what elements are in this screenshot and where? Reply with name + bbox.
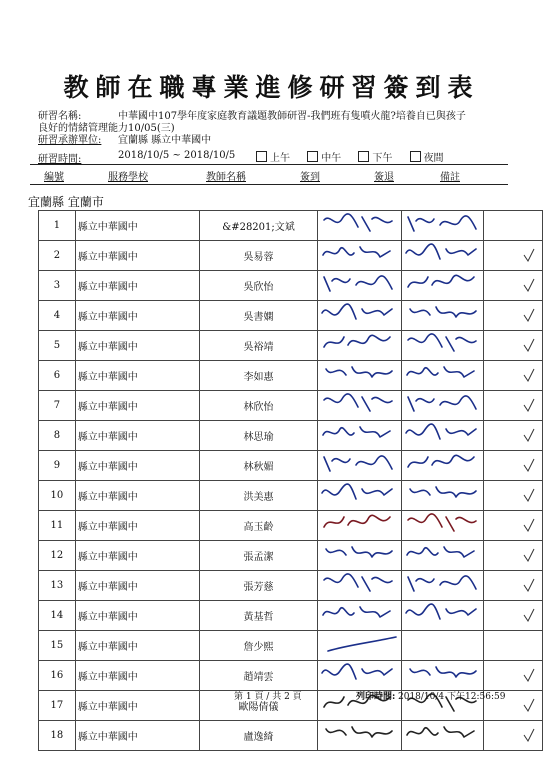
- remarks-cell[interactable]: [483, 451, 542, 481]
- teacher-name-cell: 林思瑜: [199, 421, 318, 451]
- school-cell: 縣立中華國中: [75, 601, 199, 631]
- teacher-name-cell: 詹少熙: [199, 631, 318, 661]
- table-row: [39, 661, 543, 691]
- sign-out-cell[interactable]: [402, 541, 484, 571]
- row-number: 5: [39, 331, 76, 361]
- table-row: [39, 301, 543, 331]
- teacher-name-cell: 張孟潔: [199, 541, 318, 571]
- course-name-value: 中華國中107學年度家庭教育議題教師研習-我們班有隻噴火龍?培養自已與孩子: [118, 111, 466, 122]
- signature-icon: [318, 241, 398, 267]
- check-mark-icon: [484, 301, 542, 327]
- remarks-cell[interactable]: [483, 301, 542, 331]
- remarks-cell[interactable]: [483, 661, 542, 691]
- session-evening[interactable]: 夜間: [410, 149, 444, 164]
- school-cell: 縣立中華國中: [75, 511, 199, 541]
- signature-icon: [318, 661, 398, 687]
- school-cell: 縣立中華國中: [75, 241, 199, 271]
- teacher-name-cell: 盧逸綺: [199, 721, 318, 751]
- print-time-label: 列印時間:: [356, 692, 396, 702]
- sign-out-cell[interactable]: [402, 451, 484, 481]
- remarks-cell[interactable]: [483, 601, 542, 631]
- sign-in-cell[interactable]: [318, 661, 402, 691]
- school-cell: 縣立中華國中: [75, 481, 199, 511]
- school-cell: 縣立中華國中: [75, 271, 199, 301]
- remarks-cell[interactable]: [483, 271, 542, 301]
- teacher-name-cell: 林欣怡: [199, 391, 318, 421]
- signature-icon: [318, 601, 398, 627]
- remarks-cell[interactable]: [483, 331, 542, 361]
- sign-out-cell[interactable]: [402, 481, 484, 511]
- teacher-name-cell: 黃基哲: [199, 601, 318, 631]
- signature-icon: [318, 481, 398, 507]
- sign-in-cell[interactable]: [318, 421, 402, 451]
- table-row: [39, 361, 543, 391]
- sign-in-cell[interactable]: [318, 271, 402, 301]
- remarks-cell[interactable]: [483, 361, 542, 391]
- row-number: 18: [39, 721, 76, 751]
- sign-out-cell[interactable]: [402, 271, 484, 301]
- row-number: 13: [39, 571, 76, 601]
- signature-icon: [318, 451, 398, 477]
- page-number: 第 1 頁 / 共 2 頁: [234, 692, 302, 702]
- teacher-name-cell: 高玉齡: [199, 511, 318, 541]
- row-number: 4: [39, 301, 76, 331]
- sign-in-cell[interactable]: [318, 361, 402, 391]
- table-row: [39, 241, 543, 271]
- school-cell: 縣立中華國中: [75, 361, 199, 391]
- school-cell: 縣立中華國中: [75, 661, 199, 691]
- signature-icon: [318, 331, 398, 357]
- signature-icon: [318, 211, 398, 237]
- signature-icon: [318, 361, 398, 387]
- row-number: 10: [39, 481, 76, 511]
- sign-out-cell[interactable]: [402, 361, 484, 391]
- school-cell: 縣立中華國中: [75, 301, 199, 331]
- signature-icon: [402, 661, 480, 687]
- check-mark-icon: [484, 541, 542, 567]
- signature-icon: [402, 361, 480, 387]
- signature-icon: [402, 541, 480, 567]
- signature-icon: [402, 421, 480, 447]
- signature-icon: [402, 271, 480, 297]
- check-mark-icon: [484, 331, 542, 357]
- sign-in-cell[interactable]: [318, 481, 402, 511]
- teacher-name-cell: 吳書嫻: [199, 301, 318, 331]
- organizer-label: 研習承辦單位:: [38, 135, 102, 146]
- page-title: 教師在職專業進修研習簽到表: [63, 73, 480, 102]
- check-mark-icon: [484, 361, 542, 387]
- column-header-sign-out: 簽退: [374, 172, 394, 183]
- column-header-sign-in: 簽到: [300, 172, 320, 183]
- session-afternoon[interactable]: 下午: [358, 149, 392, 164]
- signature-icon: [318, 421, 398, 447]
- check-mark-icon: [484, 241, 542, 267]
- teacher-name-cell: 吳裕靖: [199, 331, 318, 361]
- school-cell: 縣立中華國中: [75, 691, 199, 721]
- checkbox-icon: [410, 151, 421, 162]
- signature-icon: [402, 391, 480, 417]
- sign-in-cell[interactable]: [318, 541, 402, 571]
- signature-icon: [402, 451, 480, 477]
- check-mark-icon: [484, 721, 542, 747]
- signature-icon: [402, 721, 480, 747]
- signature-icon: [318, 541, 398, 567]
- pen-stroke-icon: [318, 631, 398, 657]
- remarks-cell[interactable]: [483, 541, 542, 571]
- column-header-teacher: 教師名稱: [206, 172, 246, 183]
- table-row: [39, 541, 543, 571]
- print-time: 2018/10/4 下午12:56:59: [398, 692, 506, 702]
- check-mark-icon: [484, 571, 542, 597]
- sign-in-cell[interactable]: [318, 631, 402, 661]
- sign-in-cell[interactable]: [318, 301, 402, 331]
- teacher-name-cell: 歐陽倩儀: [199, 691, 318, 721]
- table-row: [39, 331, 543, 361]
- check-mark-icon: [484, 601, 542, 627]
- divider: [30, 164, 508, 165]
- sign-out-cell[interactable]: [402, 241, 484, 271]
- row-number: 12: [39, 541, 76, 571]
- course-name-label: 研習名稱:: [38, 111, 82, 122]
- remarks-cell[interactable]: [483, 631, 542, 661]
- session-morning[interactable]: 上午: [256, 149, 290, 164]
- signature-icon: [318, 571, 398, 597]
- table-row: [39, 211, 543, 241]
- school-cell: 縣立中華國中: [75, 631, 199, 661]
- signature-icon: [402, 241, 480, 267]
- sign-in-cell[interactable]: [318, 211, 402, 241]
- checkbox-icon: [358, 151, 369, 162]
- school-cell: 縣立中華國中: [75, 391, 199, 421]
- sign-in-cell[interactable]: [318, 391, 402, 421]
- attendance-table: [38, 210, 543, 751]
- sign-out-cell[interactable]: [402, 301, 484, 331]
- row-number: 6: [39, 361, 76, 391]
- sign-in-cell[interactable]: [318, 601, 402, 631]
- table-row: [39, 571, 543, 601]
- time-label: 研習時間:: [38, 154, 82, 165]
- table-row: [39, 271, 543, 301]
- checkbox-icon: [256, 151, 267, 162]
- remarks-cell[interactable]: [483, 511, 542, 541]
- signature-icon: [318, 301, 398, 327]
- sign-in-cell[interactable]: [318, 571, 402, 601]
- school-cell: 縣立中華國中: [75, 451, 199, 481]
- remarks-cell[interactable]: [483, 571, 542, 601]
- check-mark-icon: [484, 481, 542, 507]
- teacher-name-cell: 洪美惠: [199, 481, 318, 511]
- row-number: 7: [39, 391, 76, 421]
- divider: [30, 184, 508, 185]
- sign-in-cell[interactable]: [318, 331, 402, 361]
- sign-out-cell[interactable]: [402, 631, 484, 661]
- sign-in-cell[interactable]: [318, 241, 402, 271]
- table-row: [39, 721, 543, 751]
- column-header-number: 編號: [44, 172, 64, 183]
- sign-in-cell[interactable]: [318, 511, 402, 541]
- sign-in-cell[interactable]: [318, 721, 402, 751]
- session-noon[interactable]: 中午: [307, 149, 341, 164]
- signature-icon: [318, 721, 398, 747]
- row-number: 17: [39, 691, 76, 721]
- row-number: 14: [39, 601, 76, 631]
- table-row: [39, 481, 543, 511]
- signature-icon: [402, 211, 480, 237]
- column-header-school: 服務學校: [108, 172, 148, 183]
- check-mark-icon: [484, 511, 542, 537]
- row-number: 3: [39, 271, 76, 301]
- signature-icon: [318, 511, 398, 537]
- teacher-name-cell: 李如惠: [199, 361, 318, 391]
- sign-out-cell[interactable]: [402, 421, 484, 451]
- remarks-cell[interactable]: [483, 481, 542, 511]
- row-number: 9: [39, 451, 76, 481]
- check-mark-icon: [484, 451, 542, 477]
- table-row: [39, 451, 543, 481]
- sign-in-cell[interactable]: [318, 451, 402, 481]
- table-row: [39, 631, 543, 661]
- school-cell: 縣立中華國中: [75, 331, 199, 361]
- school-cell: 縣立中華國中: [75, 571, 199, 601]
- table-row: [39, 511, 543, 541]
- signature-icon: [402, 601, 480, 627]
- sign-out-cell[interactable]: [402, 601, 484, 631]
- teacher-name-cell: &#28201;文斌: [199, 211, 318, 241]
- remarks-cell[interactable]: [483, 721, 542, 751]
- time-value: 2018/10/5 ~ 2018/10/5: [118, 150, 236, 161]
- teacher-name-cell: 趙靖雲: [199, 661, 318, 691]
- school-cell: 縣立中華國中: [75, 541, 199, 571]
- signature-icon: [402, 301, 480, 327]
- row-number: 2: [39, 241, 76, 271]
- checkbox-icon: [307, 151, 318, 162]
- signature-icon: [318, 271, 398, 297]
- sign-out-cell[interactable]: [402, 391, 484, 421]
- row-number: 15: [39, 631, 76, 661]
- sign-out-cell[interactable]: [402, 721, 484, 751]
- sign-out-cell[interactable]: [402, 331, 484, 361]
- column-header-remarks: 備註: [440, 172, 460, 183]
- remarks-cell[interactable]: [483, 211, 542, 241]
- row-number: 11: [39, 511, 76, 541]
- remarks-cell[interactable]: [483, 421, 542, 451]
- row-number: 16: [39, 661, 76, 691]
- table-row: [39, 421, 543, 451]
- check-mark-icon: [484, 661, 542, 687]
- check-mark-icon: [484, 421, 542, 447]
- signature-icon: [402, 481, 480, 507]
- table-row: [39, 391, 543, 421]
- table-row: [39, 601, 543, 631]
- teacher-name-cell: 吳易蓉: [199, 241, 318, 271]
- sign-out-cell[interactable]: [402, 211, 484, 241]
- organizer-value: 宜蘭縣 縣立中華國中: [118, 135, 212, 146]
- sign-out-cell[interactable]: [402, 511, 484, 541]
- school-cell: 縣立中華國中: [75, 421, 199, 451]
- course-name-value-line2: 良好的情緒管理能力10/05(三): [38, 123, 175, 134]
- remarks-cell[interactable]: [483, 241, 542, 271]
- teacher-name-cell: 張芳慈: [199, 571, 318, 601]
- signature-icon: [402, 511, 480, 537]
- check-mark-icon: [484, 391, 542, 417]
- teacher-name-cell: 林秋媚: [199, 451, 318, 481]
- remarks-cell[interactable]: [483, 391, 542, 421]
- sign-out-cell[interactable]: [402, 661, 484, 691]
- school-cell: 縣立中華國中: [75, 721, 199, 751]
- signature-icon: [402, 571, 480, 597]
- school-cell: 縣立中華國中: [75, 211, 199, 241]
- teacher-name-cell: 吳欣怡: [199, 271, 318, 301]
- sign-out-cell[interactable]: [402, 571, 484, 601]
- check-mark-icon: [484, 271, 542, 297]
- row-number: 1: [39, 211, 76, 241]
- signature-icon: [402, 331, 480, 357]
- signature-icon: [318, 391, 398, 417]
- session-options: [256, 149, 458, 164]
- region-heading: 宜蘭縣 宜蘭市: [28, 195, 104, 209]
- row-number: 8: [39, 421, 76, 451]
